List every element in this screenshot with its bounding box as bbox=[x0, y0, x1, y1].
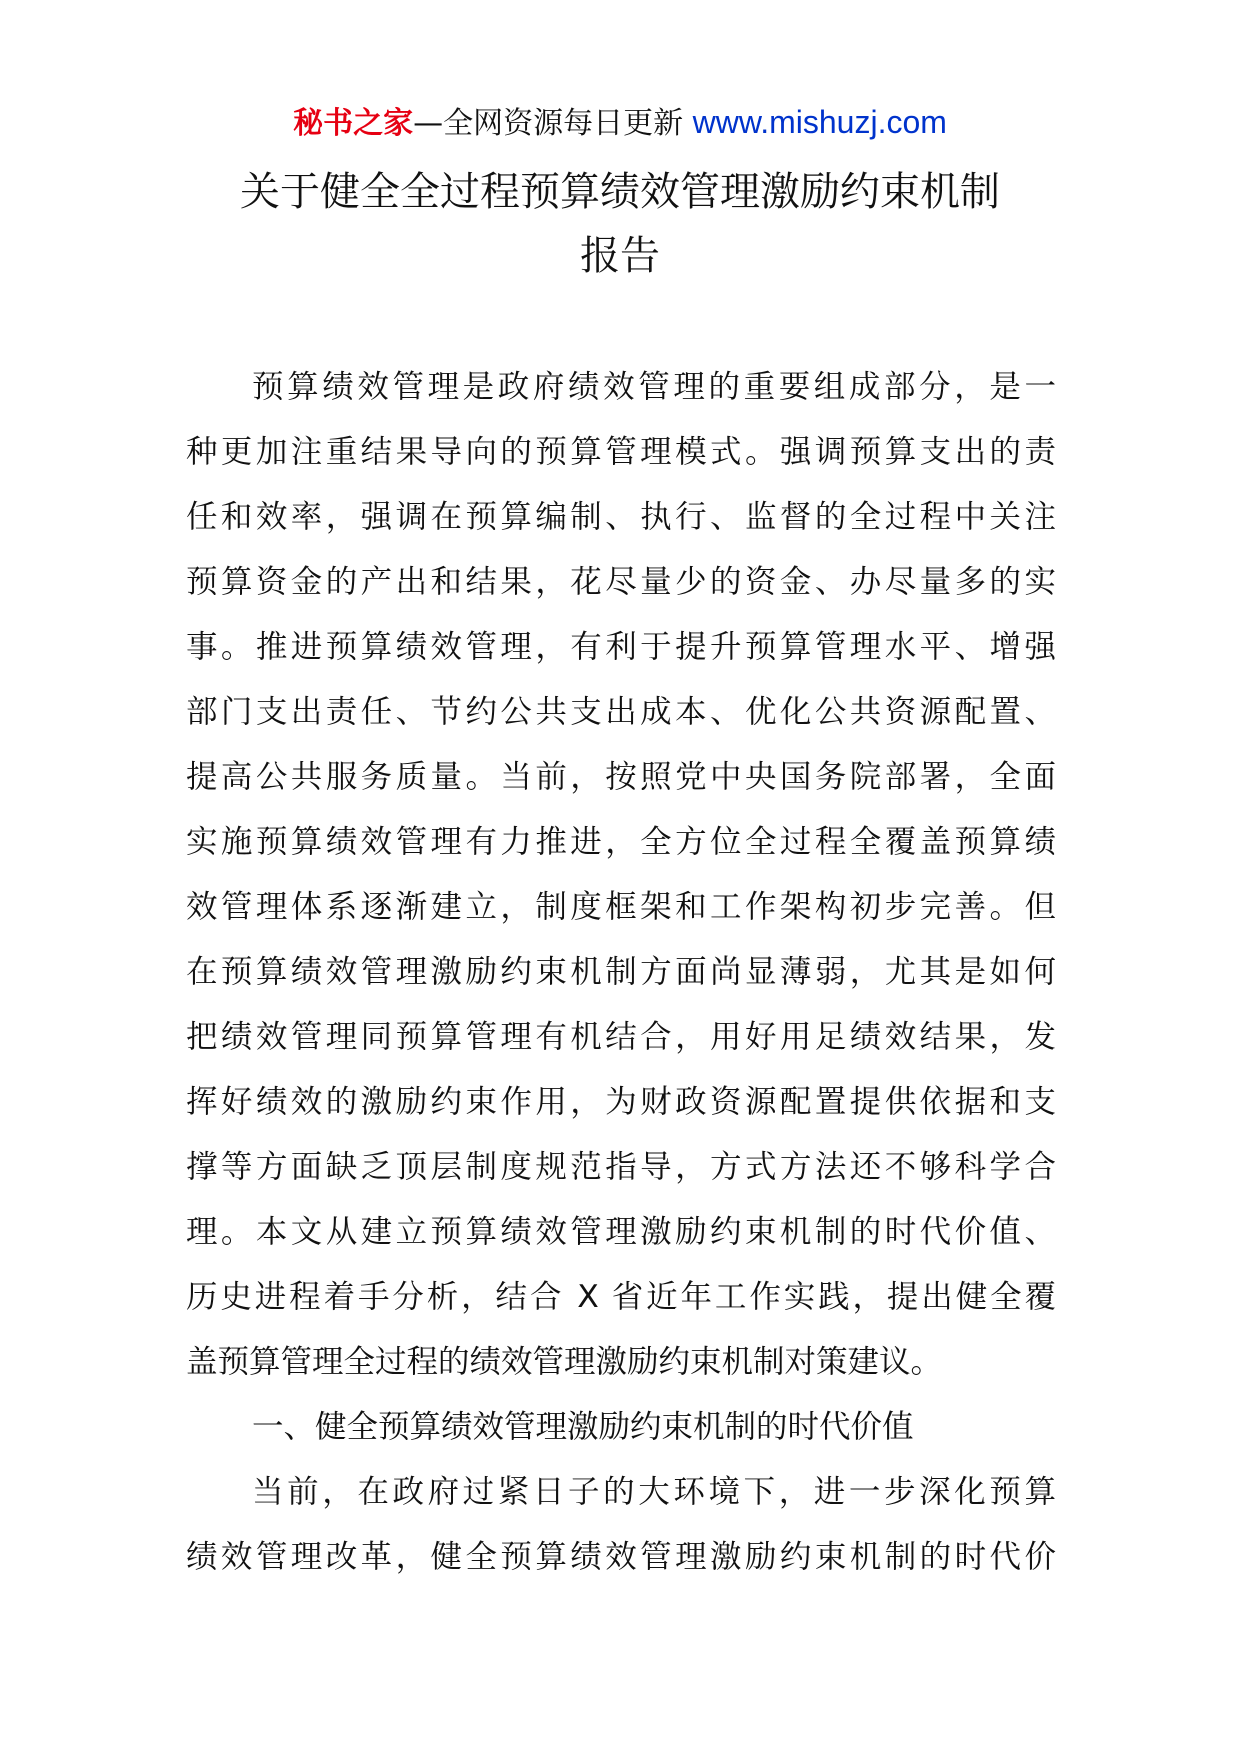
paragraph-1-line: 撑等方面缺乏顶层制度规范指导，方式方法还不够科学合 bbox=[186, 1149, 1056, 1185]
paragraph-1-line: 盖预算管理全过程的绩效管理激励约束机制对策建议。 bbox=[186, 1344, 943, 1380]
section-1-heading: 一、健全预算绩效管理激励约束机制的时代价值 bbox=[252, 1409, 914, 1445]
paragraph-1-line: 种更加注重结果导向的预算管理模式。强调预算支出的责 bbox=[186, 434, 1056, 470]
paragraph-1-line: 实施预算绩效管理有力推进，全方位全过程全覆盖预算绩 bbox=[186, 824, 1056, 860]
document-title bbox=[160, 160, 1080, 288]
title-line-1: 关于健全全过程预算绩效管理激励约束机制 bbox=[240, 169, 1000, 215]
paragraph-1-line: 理。本文从建立预算绩效管理激励约束机制的时代价值、 bbox=[186, 1214, 1056, 1250]
paragraph-1-line: 把绩效管理同预算管理有机结合，用好用足绩效结果，发 bbox=[186, 1019, 1056, 1055]
document-body bbox=[186, 355, 1056, 1590]
paragraph-1-line: 事。推进预算绩效管理，有利于提升预算管理水平、增强 bbox=[186, 629, 1056, 665]
title-line-2: 报告 bbox=[580, 233, 660, 279]
paragraph-1-line: 任和效率，强调在预算编制、执行、监督的全过程中关注 bbox=[186, 499, 1056, 535]
brand-name: 秘书之家 bbox=[293, 106, 414, 141]
paragraph-1-line: 效管理体系逐渐建立，制度框架和工作架构初步完善。但 bbox=[186, 889, 1056, 925]
paragraph-2-line: 绩效管理改革，健全预算绩效管理激励约束机制的时代价 bbox=[186, 1539, 1056, 1575]
paragraph-1-line: 部门支出责任、节约公共支出成本、优化公共资源配置、 bbox=[186, 694, 1056, 730]
paragraph-1-line: 在预算绩效管理激励约束机制方面尚显薄弱，尤其是如何 bbox=[186, 954, 1056, 990]
header-tagline: —全网资源每日更新 bbox=[413, 106, 684, 141]
paragraph-1-line: 提高公共服务质量。当前，按照党中央国务院部署，全面 bbox=[186, 759, 1056, 795]
paragraph-1-line: 预算资金的产出和结果，花尽量少的资金、办尽量多的实 bbox=[186, 564, 1056, 600]
paragraph-1-line: 历史进程着手分析，结合 X 省近年工作实践，提出健全覆 bbox=[186, 1279, 1056, 1315]
paragraph-1-line: 预算绩效管理是政府绩效管理的重要组成部分，是一 bbox=[252, 369, 1056, 405]
site-url[interactable]: www.mishuzj.com bbox=[692, 104, 947, 140]
paragraph-2-line: 当前，在政府过紧日子的大环境下，进一步深化预算 bbox=[252, 1474, 1056, 1510]
paragraph-1-line: 挥好绩效的激励约束作用，为财政资源配置提供依据和支 bbox=[186, 1084, 1056, 1120]
site-header bbox=[0, 100, 1240, 146]
